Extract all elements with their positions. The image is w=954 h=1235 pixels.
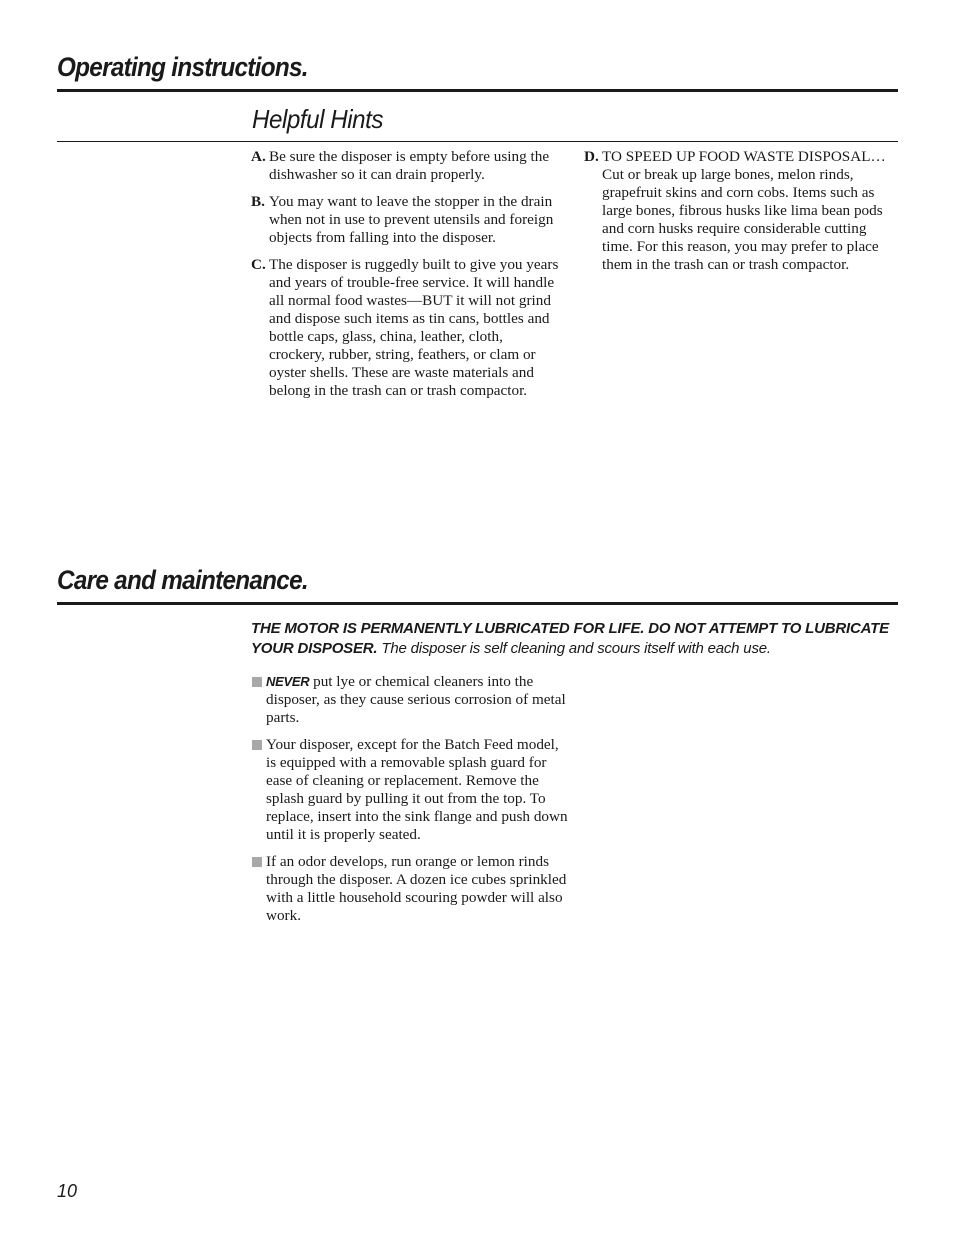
care-bullet-odor bbox=[252, 853, 570, 925]
bullet-text: put lye or chemical cleaners into the disposer, as they cause serious corrosion of metal parts. bbox=[266, 673, 566, 726]
section-rule-care bbox=[57, 602, 898, 605]
hint-label: A. bbox=[251, 148, 266, 165]
subsection-rule bbox=[57, 141, 898, 142]
bullet-text: Your disposer, except for the Batch Feed model, is equipped with a removable splash guard for ease of cleaning or replacement. Remove the splash guard by pulling it out from the top. To replace, insert into the sink flange and push down until it is properly seated. bbox=[266, 736, 568, 843]
bullet-text: If an odor develops, run orange or lemon rinds through the disposer. A dozen ice cubes sprinkled with a little household scouring powder will also work. bbox=[266, 853, 567, 924]
hints-column-left bbox=[251, 148, 561, 409]
warning-text: The disposer is self cleaning and scours itself with each use. bbox=[381, 639, 771, 657]
hint-a bbox=[251, 148, 561, 184]
hint-c bbox=[251, 256, 561, 400]
care-bullet-never bbox=[252, 673, 570, 727]
bullet-square-icon bbox=[252, 740, 262, 750]
hint-text: The disposer is ruggedly built to give you years and years of trouble-free service. It will handle all normal food wastes—BUT it will not grind and dispose such items as tin cans, bottles and bottle caps, glass, china, leather, cloth, crockery, rubber, string, feathers, or clam or oyster shells. These are waste materials and belong in the trash can or trash compactor. bbox=[269, 256, 559, 399]
warning-bold-text: THE MOTOR IS PERMANENTLY LUBRICATED FOR LIFE. DO NOT ATTEMPT TO LUBRICATE YOUR DISPOSER. bbox=[251, 620, 889, 657]
hints-column-right bbox=[584, 148, 896, 283]
hint-label: B. bbox=[251, 193, 265, 210]
hint-b bbox=[251, 193, 561, 247]
page-number: 10 bbox=[57, 1181, 78, 1201]
bullet-square-icon bbox=[252, 857, 262, 867]
hint-text: TO SPEED UP FOOD WASTE DISPOSAL…Cut or break up large bones, melon rinds, grapefruit skins and corn cobs. Items such as large bones, fibrous husks like lima bean pods and corn husks require considerable cutting time. For this reason, you may prefer to place them in the trash can or trash compactor. bbox=[602, 148, 886, 273]
subsection-title-helpful-hints: Helpful Hints bbox=[252, 104, 384, 134]
hint-text: Be sure the disposer is empty before using the dishwasher so it can drain properly. bbox=[269, 148, 550, 183]
bullet-square-icon bbox=[252, 677, 262, 687]
hint-text: You may want to leave the stopper in the drain when not in use to prevent utensils and foreign objects from falling into the disposer. bbox=[269, 193, 554, 246]
lubrication-warning bbox=[251, 619, 901, 658]
section-rule-operating bbox=[57, 89, 898, 92]
hint-label: C. bbox=[251, 256, 266, 273]
care-bullet-splash-guard bbox=[252, 736, 570, 844]
care-bullets bbox=[252, 673, 570, 934]
hint-d bbox=[584, 148, 896, 274]
hint-label: D. bbox=[584, 148, 599, 165]
section-title-care: Care and maintenance. bbox=[57, 565, 308, 595]
section-title-operating: Operating instructions. bbox=[57, 52, 308, 82]
never-emphasis: NEVER bbox=[266, 674, 310, 689]
